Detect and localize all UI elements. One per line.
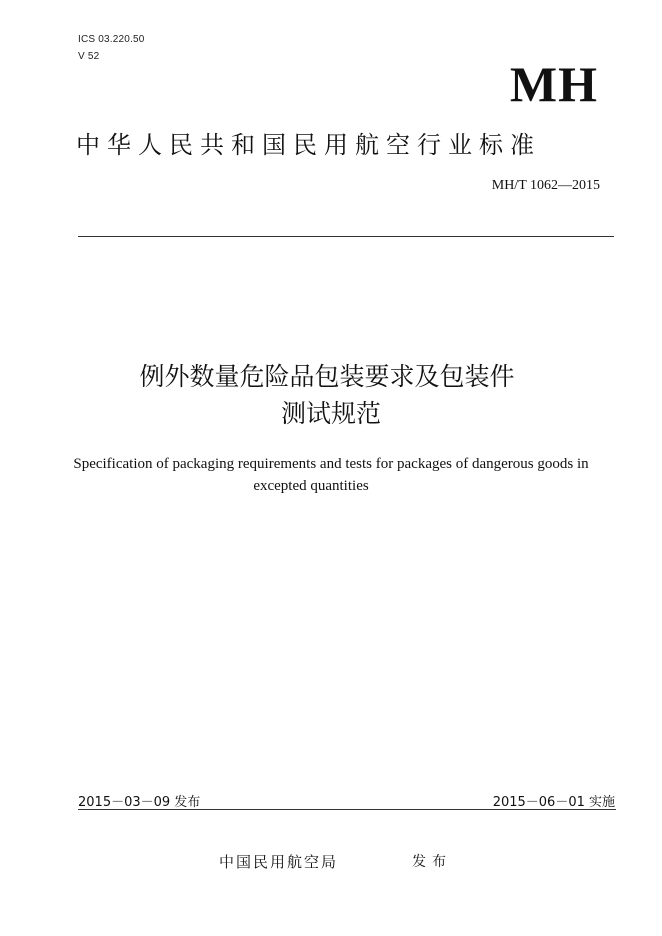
- category-code: V 52: [78, 51, 100, 62]
- english-title-line-1: Specification of packaging requirements and tests for packages of dangerous goods in: [73, 456, 589, 472]
- chinese-title-line-1: 例外数量危险品包装要求及包装件: [139, 362, 515, 391]
- publish-label: 发布: [412, 854, 452, 870]
- header-divider: [78, 236, 614, 237]
- chinese-title-line-2: 测试规范: [280, 399, 381, 428]
- mh-logo: MH: [509, 56, 598, 112]
- standard-body-title: 中华人民共和国民用航空行业标准: [76, 131, 541, 159]
- standard-number: MH/T 1062—2015: [491, 178, 600, 193]
- issue-date: 2015－03－09 发布: [78, 795, 201, 810]
- issuing-authority: 中国民用航空局: [219, 853, 339, 871]
- footer-divider: [78, 809, 616, 810]
- english-title-line-2: excepted quantities: [253, 478, 369, 494]
- ics-code: ICS 03.220.50: [78, 34, 145, 45]
- effective-date: 2015－06－01 实施: [492, 795, 615, 810]
